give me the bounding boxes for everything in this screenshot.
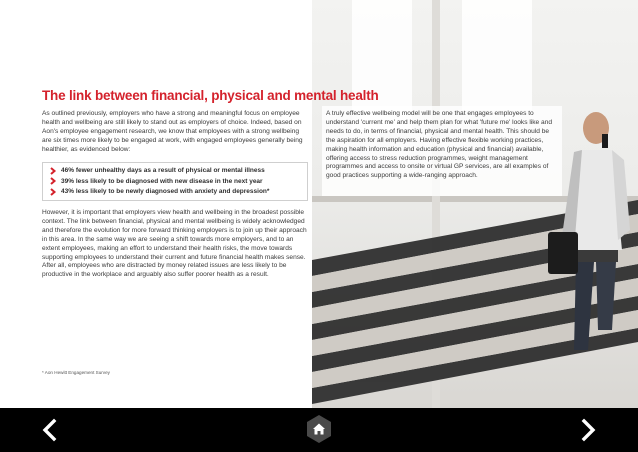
right-body-paragraph: A truly effective wellbeing model will be one that engages employees to understand 'current me' and help them plan for what 'future me' looks like and needs to do, in terms of financial, physical and mental health. This should be the aspiration for all employers. Having effective flexible working practices, making health information and education (physical and financial) available, offering access to stress reduction programmes, weight management programmes and access to onsite or virtual GP services, are all examples of good practices supporting a wide-ranging approach. — [326, 110, 553, 180]
footnote: * Aon Hewitt Engagement Survey — [42, 370, 110, 375]
callout-item — [49, 176, 307, 187]
page-title: The link between financial, physical and mental health — [42, 88, 379, 103]
callout-item-text: 46% fewer unhealthy days as a result of physical or mental illness — [61, 167, 265, 175]
chevron-right-bullet-icon — [49, 167, 57, 175]
businessman-on-stairs-photo — [312, 0, 638, 408]
stairs-and-man-illustration — [312, 0, 638, 408]
home-icon — [306, 414, 332, 444]
next-page-button[interactable] — [574, 416, 602, 444]
statistics-callout-box — [42, 162, 308, 202]
callout-item — [49, 166, 307, 177]
right-column — [326, 110, 560, 181]
chevron-right-bullet-icon — [49, 188, 57, 196]
intro-paragraph: As outlined previously, employers who have a strong and meaningful focus on employee health and wellbeing are still likely to stand out as employers of choice. Indeed, based on Aon's employee engagement research, we know that employees with a strong wellbeing are six times more likely to be engaged at work, with engaged employees generally being healthier, as evidenced below: — [42, 110, 303, 153]
chevron-right-icon — [574, 416, 602, 444]
home-button[interactable] — [306, 414, 332, 444]
left-column — [42, 110, 310, 280]
callout-item — [49, 187, 307, 198]
navigation-bar — [0, 408, 638, 452]
chevron-right-bullet-icon — [49, 177, 57, 185]
previous-page-button[interactable] — [36, 416, 64, 444]
chevron-left-icon — [36, 416, 64, 444]
body-paragraph: However, it is important that employers view health and wellbeing in the broadest possible context. The link between financial, physical and mental wellbeing is widely acknowledged and therefore the evolution for more forward thinking employers is to join up their approach in this area. In the same way we are seeing a shift towards more employers, and to an extent employees, making an effort to understand their health risks, the move towards supporting employees to understand their current and future financial health makes sense. After all, employees who are distracted by money related issues are less likely to be productive in the workplace and arguably also suffer poorer health as a result. — [42, 209, 307, 279]
callout-item-text: 43% less likely to be newly diagnosed with anxiety and depression* — [61, 188, 270, 196]
callout-item-text: 39% less likely to be diagnosed with new disease in the next year — [61, 177, 263, 185]
